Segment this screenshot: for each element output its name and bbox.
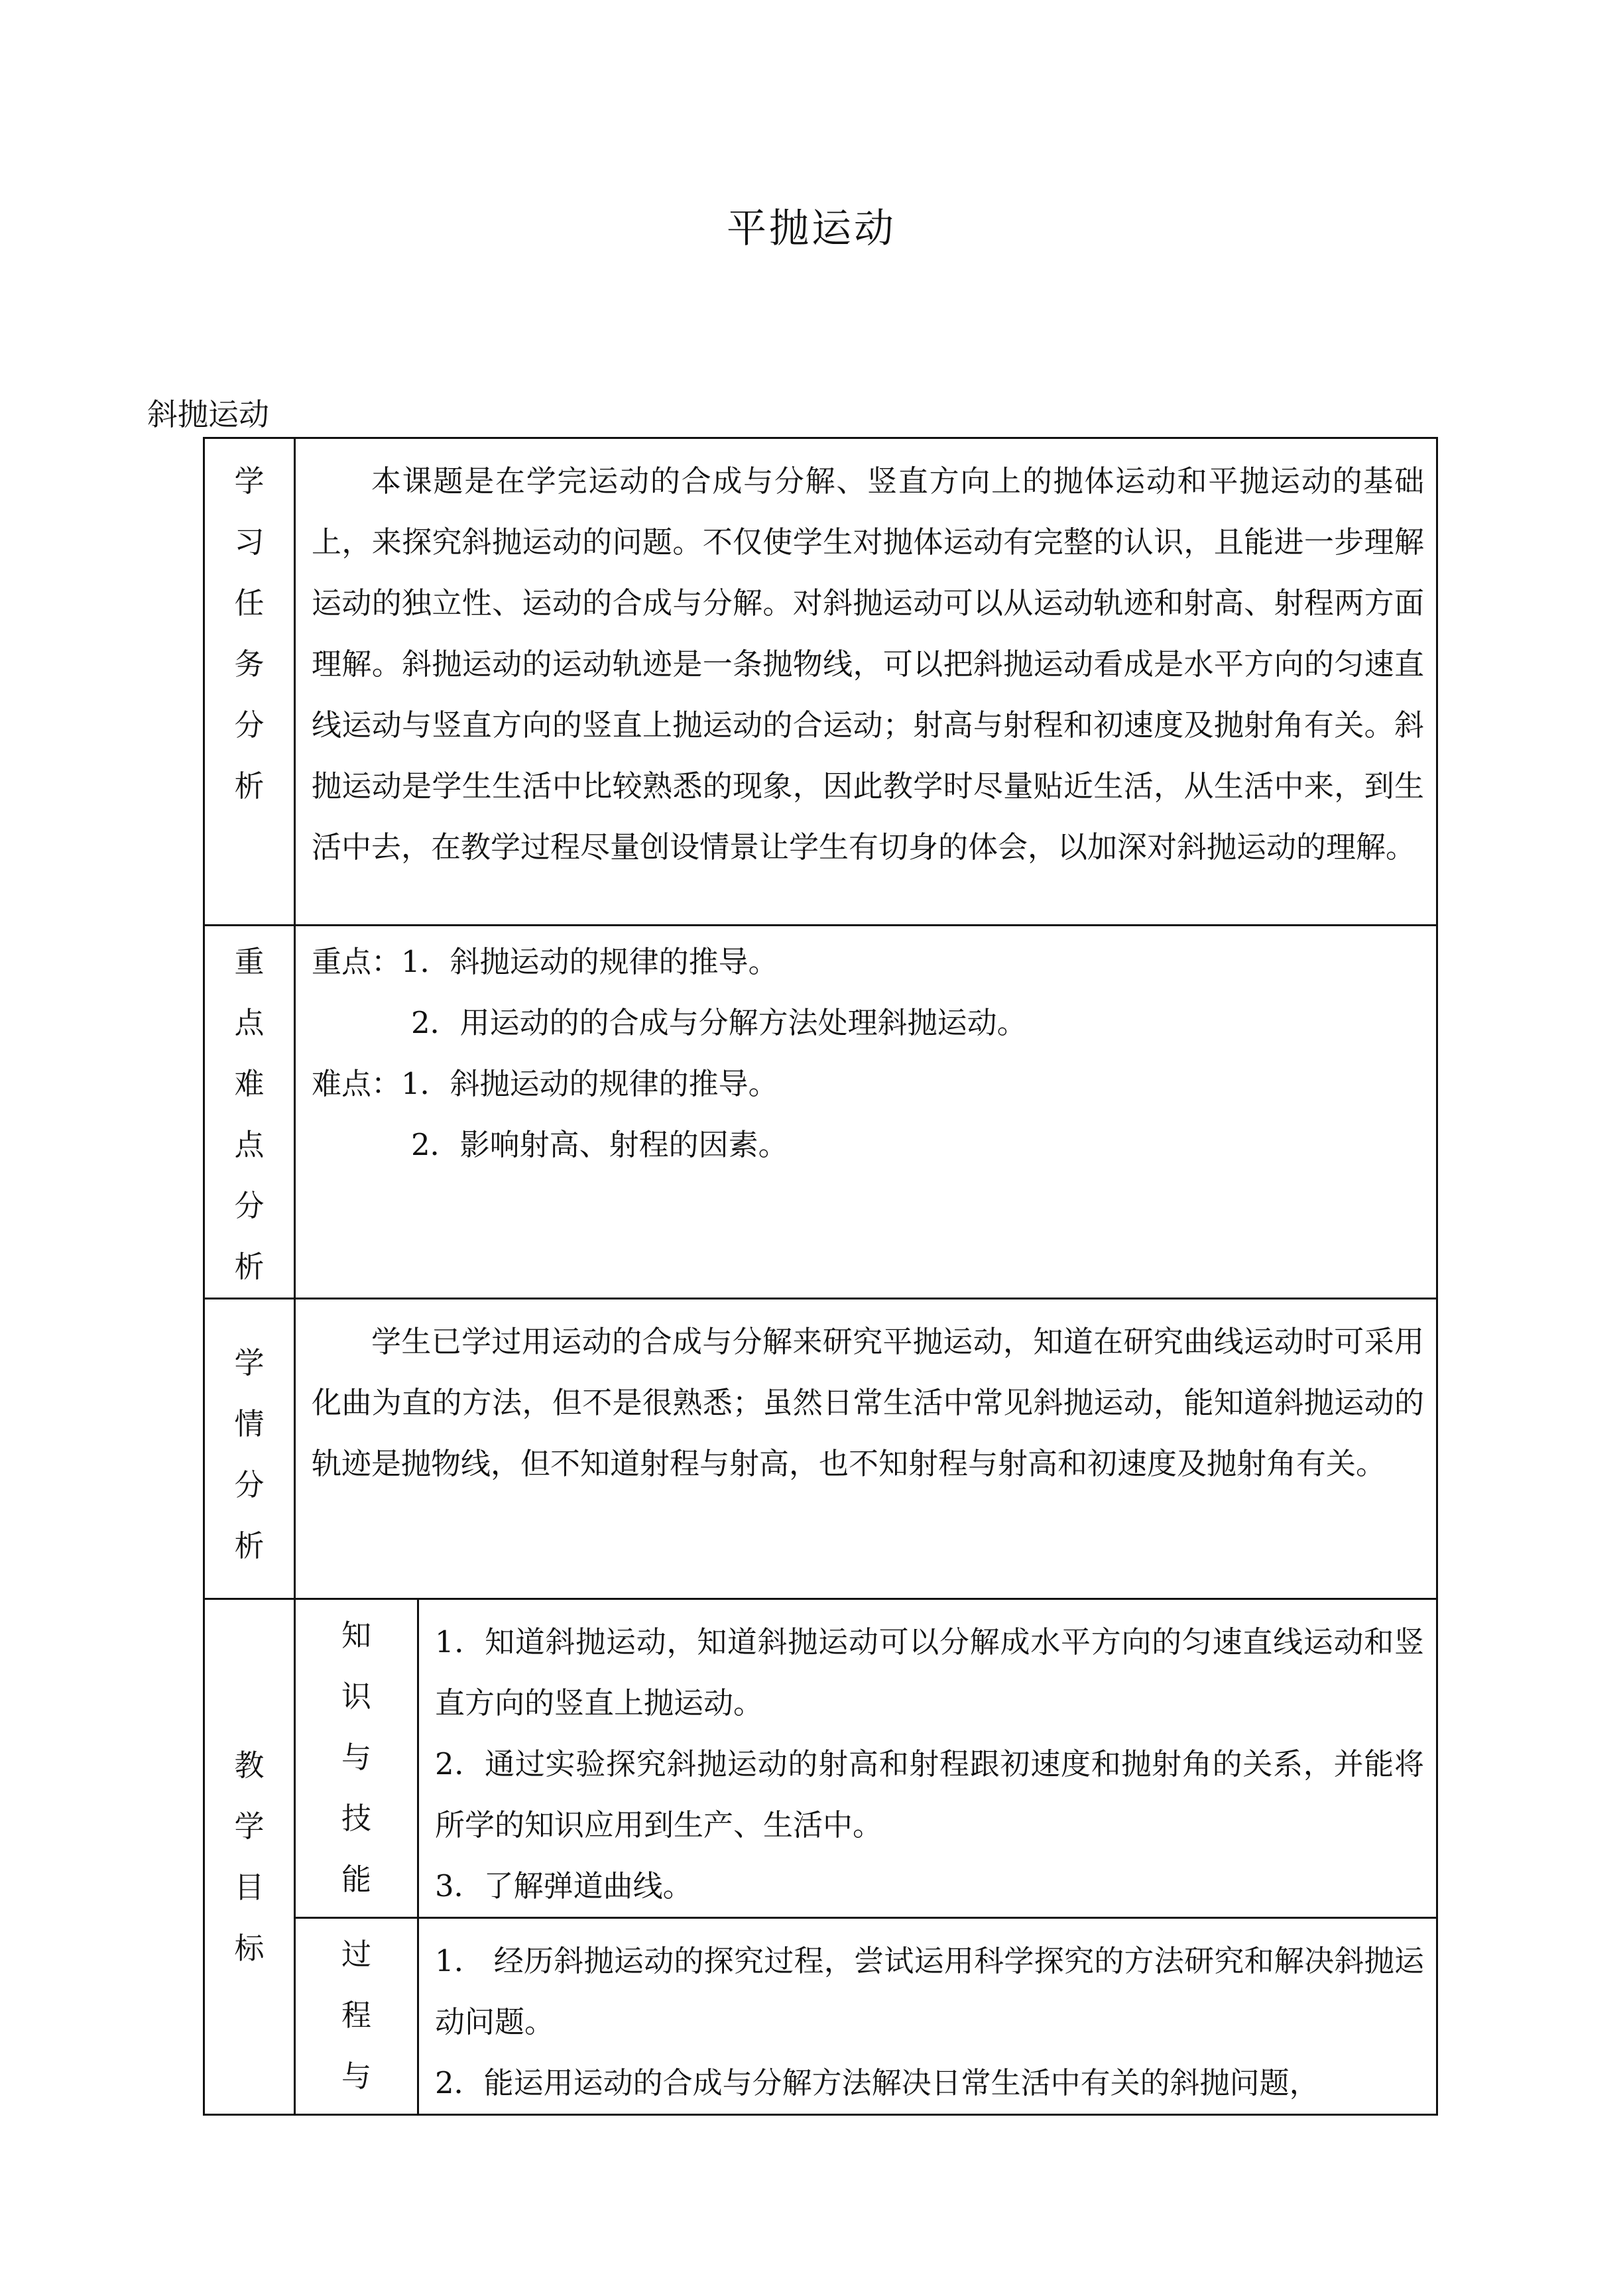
goals-knowledge-row bbox=[204, 1599, 1437, 1918]
task-analysis-text: 本课题是在学完运动的合成与分解、竖直方向上的抛体运动和平抛运动的基础上，来探究斜抛运动的问题。不仅使学生对抛体运动有完整的认识，且能进一步理解运动的独立性、运动的合成与分解。对斜抛运动可以从运动轨迹和射高、射程两方面理解。斜抛运动的运动轨迹是一条抛物线，可以把斜抛运动看成是水平方向的匀速直线运动与竖直方向的竖直上抛运动的合运动；射高与射程和初速度及抛射角有关。斜抛运动是学生生活中比较熟悉的现象，因此教学时尽量贴近生活，从生活中来，到生活中去，在教学过程尽量创设情景让学生有切身的体会，以加深对斜抛运动的理解。 bbox=[312, 463, 1424, 865]
process-item: 1． 经历斜抛运动的探究过程，尝试运用科学探究的方法研究和解决斜抛运动问题。 bbox=[435, 1943, 1424, 2039]
section-subtitle: 斜抛运动 bbox=[147, 396, 269, 432]
difficulty-line: 2．影响射高、射程的因素。 bbox=[411, 1127, 788, 1162]
knowledge-label: 知 识 与 技 能 bbox=[295, 1599, 418, 1918]
goals-process-row bbox=[204, 1918, 1437, 2115]
knowledge-content bbox=[418, 1599, 1437, 1918]
process-label: 过 程 与 bbox=[295, 1918, 418, 2115]
learner-text: 学生已学过用运动的合成与分解来研究平抛运动，知道在研究曲线运动时可采用化曲为直的方法，但不是很熟悉；虽然日常生活中常见斜抛运动，能知道斜抛运动的轨迹是抛物线，但不知道射程与射高，也不知射程与射高和初速度及抛射角有关。 bbox=[312, 1324, 1424, 1481]
keypoint-line: 重点：1．斜抛运动的规律的推导。 bbox=[312, 944, 778, 979]
knowledge-item: 1．知道斜抛运动，知道斜抛运动可以分解成水平方向的匀速直线运动和竖直方向的竖直上抛运动。 bbox=[435, 1624, 1424, 1721]
page-title: 平抛运动 bbox=[727, 206, 896, 252]
difficulty-line: 难点：1．斜抛运动的规律的推导。 bbox=[312, 1066, 778, 1101]
learner-label: 学 情 分 析 bbox=[204, 1299, 295, 1599]
keypoint-line: 2．用运动的的合成与分解方法处理斜抛运动。 bbox=[411, 1005, 1027, 1040]
process-content bbox=[418, 1918, 1437, 2115]
keypoints-label: 重 点 难 点 分 析 bbox=[204, 926, 295, 1299]
goals-label: 教 学 目 标 bbox=[204, 1599, 295, 2115]
keypoints-content bbox=[295, 926, 1437, 1299]
task-analysis-label: 学 习 任 务 分 析 bbox=[204, 438, 295, 926]
task-analysis-content bbox=[295, 438, 1437, 926]
lesson-plan-table bbox=[203, 437, 1438, 2116]
knowledge-item: 2．通过实验探究斜抛运动的射高和射程跟初速度和抛射角的关系，并能将所学的知识应用到生产、生活中。 bbox=[435, 1746, 1424, 1843]
learner-row bbox=[204, 1299, 1437, 1599]
learner-content bbox=[295, 1299, 1437, 1599]
process-item: 2．能运用运动的合成与分解方法解决日常生活中有关的斜抛问题， bbox=[435, 2065, 1319, 2100]
keypoints-row bbox=[204, 926, 1437, 1299]
knowledge-item: 3．了解弹道曲线。 bbox=[435, 1868, 693, 1903]
task-analysis-row bbox=[204, 438, 1437, 926]
